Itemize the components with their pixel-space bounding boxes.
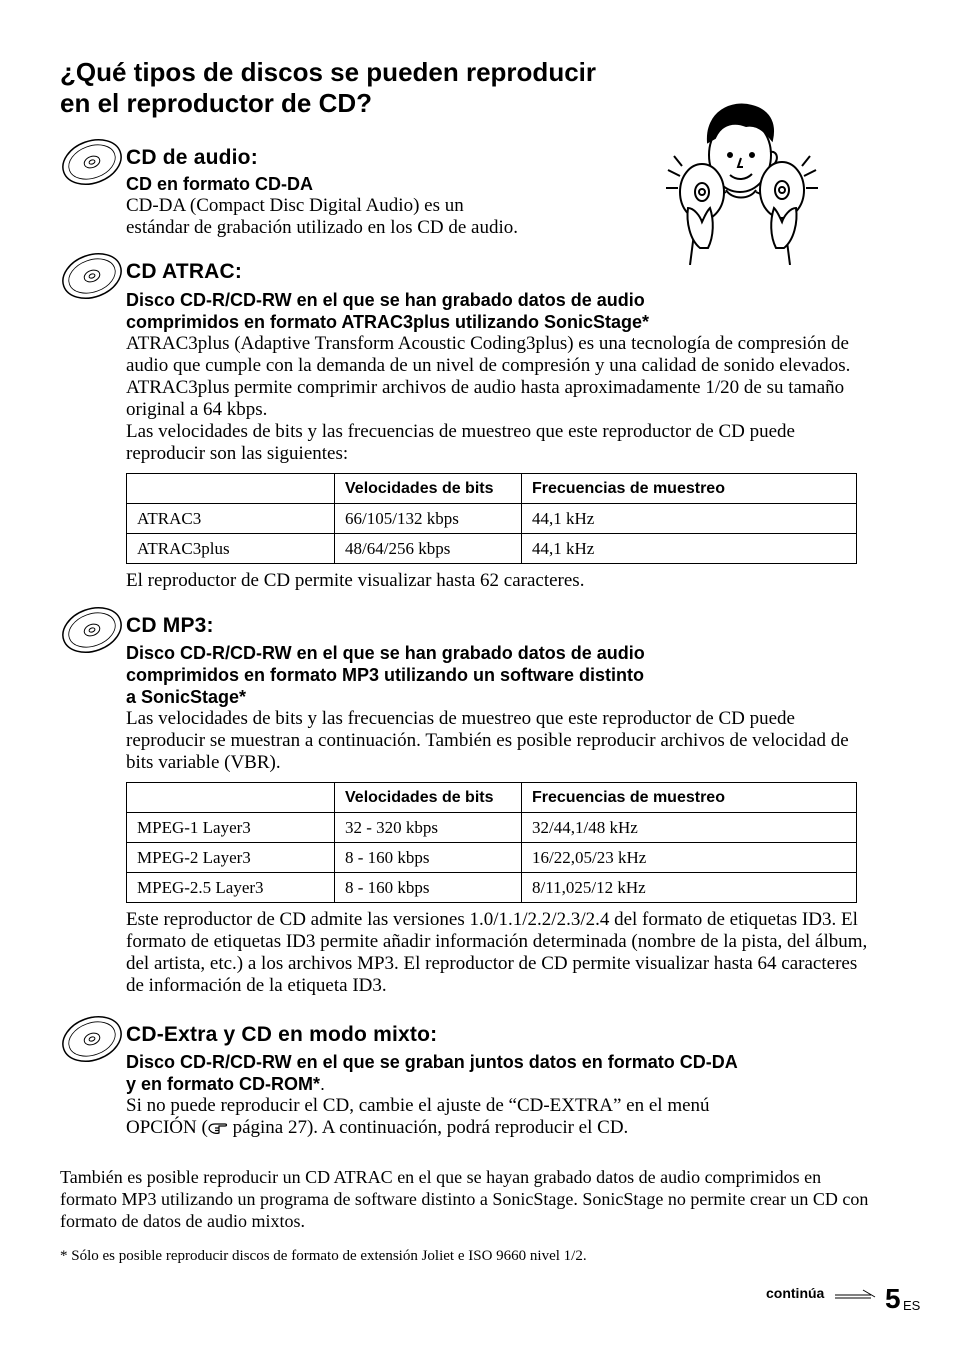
table-cell: 44,1 kHz [522,504,857,534]
section-subheading [126,642,871,708]
table-cell: 32 - 320 kbps [335,813,522,843]
table-header: Velocidades de bits [335,783,522,813]
table-header: Velocidades de bits [335,474,522,504]
subheading-line: y en formato CD-ROM* [126,1074,321,1094]
subheading-line: Disco CD-R/CD-RW en el que se han grabado datos de audio [126,290,645,310]
subheading-period: . [320,1074,326,1094]
section-subheading [126,1051,871,1095]
section-text [126,1095,871,1139]
section-text: ATRAC3plus (Adaptive Transform Acoustic Coding3plus) es una tecnología de compresión de audio que cumple con la demanda de un nivel de compresión y una calidad de sonido elevados. ATRAC3plus permite comprimir archivos de audio hasta aproximadamente 1/20 de su tamaño original a 64 kbps. [126,333,851,420]
subheading-line: comprimidos en formato ATRAC3plus utilizando SonicStage* [126,312,650,332]
mp3-spec-table [126,782,857,903]
table-cell: 16/22,05/23 kHz [522,843,857,873]
table-cell: 32/44,1/48 kHz [522,813,857,843]
table-row [127,843,857,873]
subheading-line: a SonicStage* [126,687,247,707]
page-language: ES [903,1298,921,1313]
pointing-hand-icon [208,1119,228,1135]
disc-icon [60,138,124,186]
page-title-line2: en el reproductor de CD? [60,88,373,118]
text-line: Si no puede reproducir el CD, cambie el ajuste de “CD-EXTRA” en el menú [126,1095,710,1116]
text-line: OPCIÓN ( [126,1117,208,1138]
table-header: Frecuencias de muestreo [522,474,857,504]
table-row [127,813,857,843]
table-cell: MPEG-2 Layer3 [127,843,335,873]
table-cell: 48/64/256 kbps [335,534,522,564]
section-text: Las velocidades de bits y las frecuencias de muestreo que este reproductor de CD puede reproducir se muestran a continuación. También es posible reproducir archivos de velocidad de bits variable (VBR). [126,708,849,773]
disc-icon [60,606,124,654]
arrow-right-icon [835,1289,877,1301]
table-row [127,873,857,903]
atrac-spec-table [126,473,857,564]
table-cell: 8 - 160 kbps [335,873,522,903]
section-heading: CD MP3: [126,614,214,637]
section-note: El reproductor de CD permite visualizar hasta 62 caracteres. [126,570,585,591]
section-heading: CD de audio: [126,146,258,169]
continues-label: continúa [766,1285,825,1301]
text-line: página 27). A continuación, podrá reproducir el CD. [227,1117,629,1138]
section-subheading [126,289,871,333]
table-cell: 8 - 160 kbps [335,843,522,873]
page-number: 5 [885,1283,901,1314]
page-title [60,57,760,119]
table-cell: 66/105/132 kbps [335,504,522,534]
disc-icon [60,1015,124,1063]
table-header: Frecuencias de muestreo [522,783,857,813]
section-heading: CD ATRAC: [126,260,243,283]
footnote: * Sólo es posible reproducir discos de formato de extensión Joliet e ISO 9660 nivel 1/2. [60,1248,587,1264]
section-text: Las velocidades de bits y las frecuencias de muestreo que este reproductor de CD puede reproducir son las siguientes: [126,421,795,464]
table-cell: 44,1 kHz [522,534,857,564]
subheading-line: Disco CD-R/CD-RW en el que se graban juntos datos en formato CD-DA [126,1052,738,1072]
text-line: CD-DA (Compact Disc Digital Audio) es un [126,195,464,216]
table-cell: MPEG-1 Layer3 [127,813,335,843]
section-text [126,195,871,239]
table-row [127,534,857,564]
page-title-line1: ¿Qué tipos de discos se pueden reproducir [60,57,596,87]
table-header [127,783,335,813]
table-header-row [127,474,857,504]
table-row [127,504,857,534]
table-header-row [127,783,857,813]
table-cell: ATRAC3 [127,504,335,534]
section-subheading: CD en formato CD-DA [126,174,313,194]
table-cell: ATRAC3plus [127,534,335,564]
section-note: Este reproductor de CD admite las versiones 1.0/1.1/2.2/2.3/2.4 del formato de etiquetas ID3. El formato de etiquetas ID3 permite añadir información determinada (nombre de la pista, del álbum, del artista, etc.) a los archivos MP3. El reproductor de CD permite visualizar hasta 64 caracteres de información de la etiqueta ID3. [126,909,868,996]
section-heading: CD-Extra y CD en modo mixto: [126,1023,438,1046]
table-cell: 8/11,025/12 kHz [522,873,857,903]
table-cell: MPEG-2.5 Layer3 [127,873,335,903]
text-line: estándar de grabación utilizado en los CD de audio. [126,217,519,238]
table-header [127,474,335,504]
subheading-line: Disco CD-R/CD-RW en el que se han grabado datos de audio [126,643,645,663]
closing-paragraph: También es posible reproducir un CD ATRAC en el que se hayan grabado datos de audio comprimidos en formato MP3 utilizando un programa de software distinto a SonicStage. SonicStage no permite crear un CD con formato de datos de audio mixtos. [60,1167,869,1231]
subheading-line: comprimidos en formato MP3 utilizando un software distinto [126,665,645,685]
disc-icon [60,252,124,300]
